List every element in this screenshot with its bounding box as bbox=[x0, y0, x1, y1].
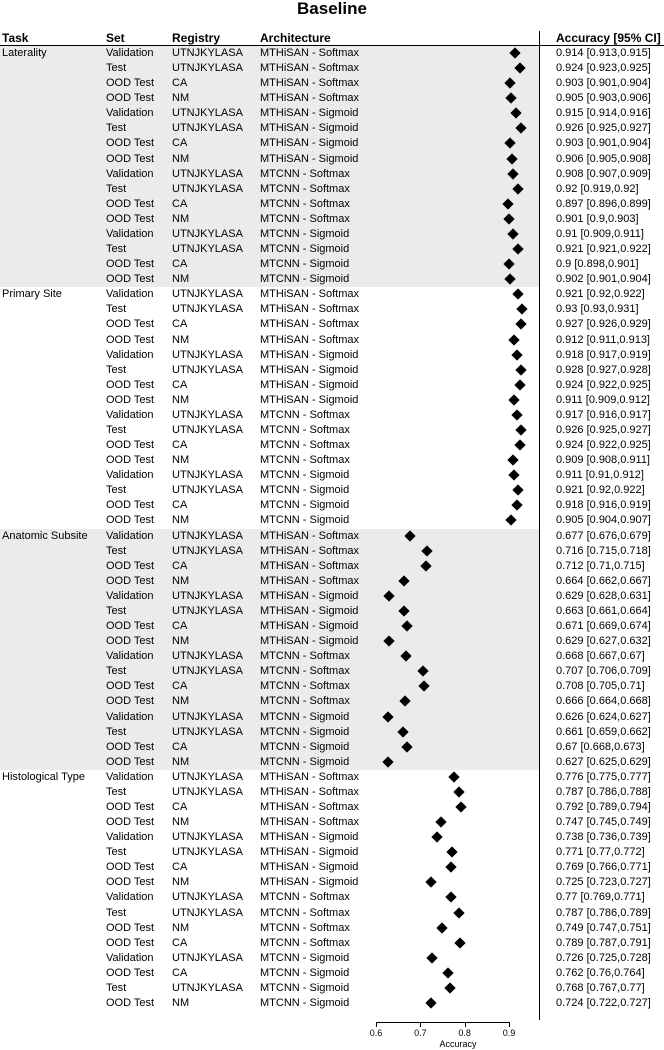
architecture-cell: MTHiSAN - Softmax bbox=[260, 288, 360, 301]
accuracy-ci-cell: 0.921 [0.92,0.922] bbox=[556, 484, 645, 497]
registry-cell: UTNJKYLASA bbox=[172, 348, 243, 361]
registry-cell: NM bbox=[172, 876, 190, 889]
registry-cell: NM bbox=[172, 574, 190, 587]
accuracy-ci-cell: 0.77 [0.769,0.771] bbox=[556, 891, 645, 904]
accuracy-ci-cell: 0.903 [0.901,0.904] bbox=[556, 77, 651, 90]
registry-cell: UTNJKYLASA bbox=[172, 831, 243, 844]
registry-cell: UTNJKYLASA bbox=[172, 47, 243, 59]
architecture-cell: MTCNN - Softmax bbox=[260, 921, 350, 934]
architecture-cell: MTCNN - Sigmoid bbox=[260, 997, 350, 1010]
architecture-cell: MTHiSAN - Sigmoid bbox=[260, 378, 359, 391]
accuracy-ci-cell: 0.9 [0.898,0.901] bbox=[556, 258, 639, 271]
x-axis-label: Accuracy bbox=[439, 1039, 477, 1049]
set-cell: Validation bbox=[106, 227, 154, 240]
registry-cell: UTNJKYLASA bbox=[172, 604, 243, 617]
registry-cell: CA bbox=[172, 499, 188, 512]
accuracy-ci-cell: 0.726 [0.725,0.728] bbox=[556, 951, 651, 964]
architecture-cell: MTHiSAN - Softmax bbox=[260, 529, 360, 542]
accuracy-ci-cell: 0.93 [0.93,0.931] bbox=[556, 303, 639, 316]
registry-cell: UTNJKYLASA bbox=[172, 846, 243, 859]
registry-cell: UTNJKYLASA bbox=[172, 303, 243, 316]
accuracy-ci-cell: 0.908 [0.907,0.909] bbox=[556, 167, 651, 180]
accuracy-ci-cell: 0.716 [0.715,0.718] bbox=[556, 544, 651, 557]
accuracy-ci-cell: 0.661 [0.659,0.662] bbox=[556, 725, 651, 738]
accuracy-ci-cell: 0.768 [0.767,0.77] bbox=[556, 981, 645, 994]
accuracy-ci-cell: 0.921 [0.921,0.922] bbox=[556, 243, 651, 256]
x-tick bbox=[509, 1022, 510, 1027]
architecture-cell: MTCNN - Softmax bbox=[260, 665, 350, 678]
architecture-cell: MTCNN - Softmax bbox=[260, 212, 350, 225]
set-cell: OOD Test bbox=[106, 273, 155, 286]
registry-cell: CA bbox=[172, 680, 188, 693]
registry-cell: NM bbox=[172, 393, 190, 406]
accuracy-ci-cell: 0.924 [0.923,0.925] bbox=[556, 62, 651, 75]
architecture-cell: MTHiSAN - Sigmoid bbox=[260, 589, 359, 602]
architecture-cell: MTHiSAN - Sigmoid bbox=[260, 393, 359, 406]
architecture-cell: MTHiSAN - Sigmoid bbox=[260, 137, 359, 150]
task-label: Laterality bbox=[2, 47, 47, 59]
architecture-cell: MTHiSAN - Softmax bbox=[260, 770, 360, 783]
registry-cell: NM bbox=[172, 212, 190, 225]
header-registry: Registry bbox=[172, 31, 221, 45]
architecture-cell: MTHiSAN - Sigmoid bbox=[260, 620, 359, 633]
registry-cell: CA bbox=[172, 861, 188, 874]
architecture-cell: MTHiSAN - Sigmoid bbox=[260, 635, 359, 648]
header-set: Set bbox=[106, 31, 125, 45]
x-tick bbox=[376, 1022, 377, 1027]
registry-cell: UTNJKYLASA bbox=[172, 725, 243, 738]
registry-cell: CA bbox=[172, 801, 188, 813]
set-cell: Validation bbox=[106, 831, 154, 844]
architecture-cell: MTHiSAN - Sigmoid bbox=[260, 861, 359, 874]
registry-cell: UTNJKYLASA bbox=[172, 182, 243, 195]
x-tick-label: 0.9 bbox=[502, 1028, 516, 1038]
architecture-cell: MTCNN - Softmax bbox=[260, 454, 350, 467]
registry-cell: CA bbox=[172, 620, 188, 633]
registry-cell: UTNJKYLASA bbox=[172, 650, 243, 663]
set-cell: Validation bbox=[106, 469, 154, 482]
accuracy-ci-cell: 0.905 [0.903,0.906] bbox=[556, 92, 651, 105]
accuracy-ci-cell: 0.724 [0.722,0.727] bbox=[556, 997, 651, 1010]
set-cell: Validation bbox=[106, 529, 154, 542]
header-accuracy: Accuracy [95% CI] bbox=[556, 31, 661, 45]
set-cell: OOD Test bbox=[106, 77, 155, 90]
accuracy-ci-cell: 0.905 [0.904,0.907] bbox=[556, 514, 651, 527]
accuracy-ci-cell: 0.921 [0.92,0.922] bbox=[556, 288, 645, 301]
accuracy-ci-cell: 0.708 [0.705,0.71] bbox=[556, 680, 645, 693]
set-cell: Validation bbox=[106, 891, 154, 904]
architecture-cell: MTHiSAN - Softmax bbox=[260, 544, 360, 557]
registry-cell: NM bbox=[172, 92, 190, 105]
set-cell: OOD Test bbox=[106, 393, 155, 406]
registry-cell: UTNJKYLASA bbox=[172, 589, 243, 602]
set-cell: Test bbox=[106, 122, 127, 135]
accuracy-ci-cell: 0.924 [0.922,0.925] bbox=[556, 439, 651, 452]
accuracy-ci-cell: 0.926 [0.925,0.927] bbox=[556, 122, 651, 135]
registry-cell: NM bbox=[172, 273, 190, 286]
accuracy-ci-cell: 0.747 [0.745,0.749] bbox=[556, 816, 651, 829]
set-cell: Test bbox=[106, 182, 127, 195]
accuracy-ci-cell: 0.792 [0.789,0.794] bbox=[556, 801, 651, 813]
accuracy-ci-cell: 0.911 [0.91,0.912] bbox=[556, 469, 644, 482]
accuracy-ci-cell: 0.902 [0.901,0.904] bbox=[556, 273, 651, 286]
registry-cell: UTNJKYLASA bbox=[172, 107, 243, 120]
architecture-cell: MTCNN - Sigmoid bbox=[260, 227, 350, 240]
accuracy-ci-cell: 0.906 [0.905,0.908] bbox=[556, 152, 651, 165]
accuracy-ci-cell: 0.664 [0.662,0.667] bbox=[556, 574, 651, 587]
accuracy-ci-cell: 0.749 [0.747,0.751] bbox=[556, 921, 651, 934]
set-cell: Validation bbox=[106, 167, 154, 180]
accuracy-ci-cell: 0.712 [0.71,0.715] bbox=[556, 559, 645, 572]
architecture-cell: MTHiSAN - Sigmoid bbox=[260, 363, 359, 376]
set-cell: Test bbox=[106, 665, 127, 678]
task-label: Primary Site bbox=[2, 288, 62, 301]
header-architecture: Architecture bbox=[260, 31, 331, 45]
registry-cell: UTNJKYLASA bbox=[172, 906, 243, 919]
set-cell: OOD Test bbox=[106, 318, 155, 331]
accuracy-ci-cell: 0.707 [0.706,0.709] bbox=[556, 665, 651, 678]
task-label: Anatomic Subsite bbox=[2, 529, 88, 542]
architecture-cell: MTCNN - Sigmoid bbox=[260, 499, 350, 512]
architecture-cell: MTCNN - Sigmoid bbox=[260, 951, 350, 964]
accuracy-ci-cell: 0.897 [0.896,0.899] bbox=[556, 197, 651, 210]
accuracy-ci-cell: 0.91 [0.909,0.911] bbox=[556, 227, 644, 240]
registry-cell: CA bbox=[172, 197, 188, 210]
registry-cell: UTNJKYLASA bbox=[172, 424, 243, 436]
architecture-cell: MTCNN - Softmax bbox=[260, 408, 350, 421]
registry-cell: CA bbox=[172, 966, 188, 979]
accuracy-ci-cell: 0.771 [0.77,0.772] bbox=[556, 846, 645, 859]
registry-cell: UTNJKYLASA bbox=[172, 981, 243, 994]
architecture-cell: MTCNN - Softmax bbox=[260, 650, 350, 663]
registry-cell: CA bbox=[172, 559, 188, 572]
registry-cell: UTNJKYLASA bbox=[172, 243, 243, 256]
set-cell: Validation bbox=[106, 710, 154, 723]
accuracy-ci-cell: 0.67 [0.668,0.673] bbox=[556, 740, 645, 753]
architecture-cell: MTCNN - Sigmoid bbox=[260, 755, 350, 768]
architecture-cell: MTCNN - Softmax bbox=[260, 182, 350, 195]
registry-cell: CA bbox=[172, 936, 188, 949]
architecture-cell: MTHiSAN - Softmax bbox=[260, 333, 360, 346]
registry-cell: UTNJKYLASA bbox=[172, 665, 243, 678]
x-tick-label: 0.8 bbox=[458, 1028, 471, 1038]
registry-cell: CA bbox=[172, 740, 188, 753]
architecture-cell: MTHiSAN - Softmax bbox=[260, 303, 360, 316]
architecture-cell: MTCNN - Softmax bbox=[260, 439, 350, 452]
set-cell: OOD Test bbox=[106, 378, 155, 391]
registry-cell: CA bbox=[172, 77, 188, 90]
registry-cell: UTNJKYLASA bbox=[172, 891, 243, 904]
set-cell: OOD Test bbox=[106, 816, 155, 829]
registry-cell: NM bbox=[172, 333, 190, 346]
set-cell: Test bbox=[106, 303, 127, 316]
set-cell: OOD Test bbox=[106, 439, 155, 452]
registry-cell: UTNJKYLASA bbox=[172, 529, 243, 542]
architecture-cell: MTCNN - Sigmoid bbox=[260, 740, 350, 753]
accuracy-ci-cell: 0.769 [0.766,0.771] bbox=[556, 861, 651, 874]
accuracy-ci-cell: 0.926 [0.925,0.927] bbox=[556, 424, 651, 436]
registry-cell: CA bbox=[172, 439, 188, 452]
registry-cell: UTNJKYLASA bbox=[172, 227, 243, 240]
architecture-cell: MTCNN - Softmax bbox=[260, 906, 350, 919]
set-cell: OOD Test bbox=[106, 212, 155, 225]
accuracy-ci-cell: 0.666 [0.664,0.668] bbox=[556, 695, 651, 708]
accuracy-ci-cell: 0.725 [0.723,0.727] bbox=[556, 876, 651, 889]
accuracy-ci-cell: 0.626 [0.624,0.627] bbox=[556, 710, 651, 723]
registry-cell: CA bbox=[172, 137, 188, 150]
x-tick-label: 0.6 bbox=[369, 1028, 383, 1038]
registry-cell: NM bbox=[172, 921, 190, 934]
registry-cell: UTNJKYLASA bbox=[172, 951, 243, 964]
accuracy-ci-cell: 0.911 [0.909,0.912] bbox=[556, 393, 650, 406]
set-cell: Validation bbox=[106, 650, 154, 663]
architecture-cell: MTCNN - Sigmoid bbox=[260, 484, 350, 497]
x-axis-line bbox=[376, 1022, 510, 1023]
accuracy-ci-cell: 0.927 [0.926,0.929] bbox=[556, 318, 651, 331]
set-cell: OOD Test bbox=[106, 635, 155, 648]
registry-cell: UTNJKYLASA bbox=[172, 167, 243, 180]
architecture-cell: MTCNN - Sigmoid bbox=[260, 469, 350, 482]
accuracy-ci-cell: 0.629 [0.628,0.631] bbox=[556, 589, 651, 602]
architecture-cell: MTCNN - Sigmoid bbox=[260, 725, 350, 738]
architecture-cell: MTHiSAN - Sigmoid bbox=[260, 604, 359, 617]
architecture-cell: MTHiSAN - Softmax bbox=[260, 785, 360, 798]
set-cell: OOD Test bbox=[106, 574, 155, 587]
architecture-cell: MTHiSAN - Sigmoid bbox=[260, 107, 359, 120]
set-cell: Test bbox=[106, 604, 127, 617]
architecture-cell: MTCNN - Softmax bbox=[260, 936, 350, 949]
architecture-cell: MTHiSAN - Sigmoid bbox=[260, 831, 359, 844]
set-cell: OOD Test bbox=[106, 921, 155, 934]
accuracy-ci-cell: 0.912 [0.911,0.913] bbox=[556, 333, 650, 346]
set-cell: OOD Test bbox=[106, 755, 155, 768]
set-cell: Test bbox=[106, 424, 127, 436]
set-cell: OOD Test bbox=[106, 258, 155, 271]
accuracy-ci-cell: 0.92 [0.919,0.92] bbox=[556, 182, 639, 195]
accuracy-ci-cell: 0.909 [0.908,0.911] bbox=[556, 454, 650, 467]
accuracy-ci-cell: 0.762 [0.76,0.764] bbox=[556, 966, 645, 979]
accuracy-ci-cell: 0.914 [0.913,0.915] bbox=[556, 47, 651, 59]
architecture-cell: MTHiSAN - Softmax bbox=[260, 816, 360, 829]
set-cell: OOD Test bbox=[106, 620, 155, 633]
architecture-cell: MTHiSAN - Softmax bbox=[260, 801, 360, 813]
registry-cell: NM bbox=[172, 152, 190, 165]
architecture-cell: MTCNN - Softmax bbox=[260, 197, 350, 210]
architecture-cell: MTHiSAN - Softmax bbox=[260, 62, 360, 75]
accuracy-ci-cell: 0.738 [0.736,0.739] bbox=[556, 831, 651, 844]
set-cell: Test bbox=[106, 981, 127, 994]
set-cell: OOD Test bbox=[106, 333, 155, 346]
accuracy-ci-cell: 0.787 [0.786,0.788] bbox=[556, 785, 651, 798]
set-cell: Test bbox=[106, 785, 127, 798]
set-cell: Test bbox=[106, 62, 127, 75]
registry-cell: CA bbox=[172, 318, 188, 331]
registry-cell: UTNJKYLASA bbox=[172, 770, 243, 783]
registry-cell: UTNJKYLASA bbox=[172, 469, 243, 482]
set-cell: OOD Test bbox=[106, 861, 155, 874]
architecture-cell: MTHiSAN - Sigmoid bbox=[260, 152, 359, 165]
accuracy-ci-cell: 0.787 [0.786,0.789] bbox=[556, 906, 651, 919]
set-cell: OOD Test bbox=[106, 695, 155, 708]
architecture-cell: MTCNN - Sigmoid bbox=[260, 514, 350, 527]
architecture-cell: MTCNN - Softmax bbox=[260, 695, 350, 708]
set-cell: Test bbox=[106, 544, 127, 557]
registry-cell: UTNJKYLASA bbox=[172, 408, 243, 421]
registry-cell: CA bbox=[172, 378, 188, 391]
architecture-cell: MTHiSAN - Softmax bbox=[260, 92, 360, 105]
set-cell: OOD Test bbox=[106, 559, 155, 572]
header-task: Task bbox=[2, 31, 29, 45]
x-tick bbox=[465, 1022, 466, 1027]
architecture-cell: MTHiSAN - Sigmoid bbox=[260, 876, 359, 889]
task-label: Histological Type bbox=[2, 770, 85, 783]
registry-cell: NM bbox=[172, 755, 190, 768]
architecture-cell: MTCNN - Softmax bbox=[260, 167, 350, 180]
accuracy-ci-cell: 0.901 [0.9,0.903] bbox=[556, 212, 639, 225]
set-cell: Validation bbox=[106, 348, 154, 361]
architecture-cell: MTHiSAN - Sigmoid bbox=[260, 348, 359, 361]
set-cell: OOD Test bbox=[106, 137, 155, 150]
x-tick-label: 0.7 bbox=[414, 1028, 427, 1038]
set-cell: OOD Test bbox=[106, 997, 155, 1010]
architecture-cell: MTCNN - Sigmoid bbox=[260, 981, 350, 994]
architecture-cell: MTCNN - Sigmoid bbox=[260, 258, 350, 271]
architecture-cell: MTCNN - Sigmoid bbox=[260, 710, 350, 723]
accuracy-ci-cell: 0.917 [0.916,0.917] bbox=[556, 408, 651, 421]
architecture-cell: MTCNN - Softmax bbox=[260, 891, 350, 904]
registry-cell: UTNJKYLASA bbox=[172, 363, 243, 376]
architecture-cell: MTHiSAN - Softmax bbox=[260, 574, 360, 587]
set-cell: Validation bbox=[106, 107, 154, 120]
registry-cell: NM bbox=[172, 816, 190, 829]
architecture-cell: MTHiSAN - Sigmoid bbox=[260, 846, 359, 859]
architecture-cell: MTCNN - Sigmoid bbox=[260, 273, 350, 286]
accuracy-ci-cell: 0.776 [0.775,0.777] bbox=[556, 770, 651, 783]
set-cell: OOD Test bbox=[106, 454, 155, 467]
set-cell: OOD Test bbox=[106, 801, 155, 813]
accuracy-ci-cell: 0.668 [0.667,0.67] bbox=[556, 650, 645, 663]
set-cell: Validation bbox=[106, 408, 154, 421]
set-cell: Test bbox=[106, 906, 127, 919]
registry-cell: UTNJKYLASA bbox=[172, 62, 243, 75]
accuracy-ci-cell: 0.663 [0.661,0.664] bbox=[556, 604, 651, 617]
set-cell: Validation bbox=[106, 589, 154, 602]
registry-cell: UTNJKYLASA bbox=[172, 785, 243, 798]
accuracy-ci-cell: 0.928 [0.927,0.928] bbox=[556, 363, 651, 376]
registry-cell: UTNJKYLASA bbox=[172, 288, 243, 301]
architecture-cell: MTCNN - Softmax bbox=[260, 424, 350, 436]
set-cell: Test bbox=[106, 725, 127, 738]
set-cell: OOD Test bbox=[106, 514, 155, 527]
set-cell: OOD Test bbox=[106, 966, 155, 979]
chart-title: Baseline bbox=[297, 0, 367, 18]
accuracy-ci-cell: 0.915 [0.914,0.916] bbox=[556, 107, 651, 120]
registry-cell: UTNJKYLASA bbox=[172, 122, 243, 135]
architecture-cell: MTHiSAN - Sigmoid bbox=[260, 122, 359, 135]
registry-cell: CA bbox=[172, 258, 188, 271]
set-cell: OOD Test bbox=[106, 499, 155, 512]
set-cell: OOD Test bbox=[106, 152, 155, 165]
architecture-cell: MTHiSAN - Softmax bbox=[260, 318, 360, 331]
set-cell: Validation bbox=[106, 951, 154, 964]
registry-cell: NM bbox=[172, 454, 190, 467]
architecture-cell: MTHiSAN - Softmax bbox=[260, 77, 360, 90]
registry-cell: UTNJKYLASA bbox=[172, 710, 243, 723]
architecture-cell: MTHiSAN - Softmax bbox=[260, 559, 360, 572]
architecture-cell: MTCNN - Sigmoid bbox=[260, 966, 350, 979]
registry-cell: UTNJKYLASA bbox=[172, 544, 243, 557]
accuracy-ci-cell: 0.671 [0.669,0.674] bbox=[556, 620, 651, 633]
set-cell: Test bbox=[106, 243, 127, 256]
accuracy-ci-cell: 0.677 [0.676,0.679] bbox=[556, 529, 651, 542]
registry-cell: NM bbox=[172, 695, 190, 708]
accuracy-ci-cell: 0.627 [0.625,0.629] bbox=[556, 755, 651, 768]
accuracy-ci-cell: 0.918 [0.916,0.919] bbox=[556, 499, 651, 512]
registry-cell: NM bbox=[172, 635, 190, 648]
registry-cell: NM bbox=[172, 997, 190, 1010]
set-cell: Test bbox=[106, 484, 127, 497]
set-cell: Test bbox=[106, 363, 127, 376]
architecture-cell: MTHiSAN - Softmax bbox=[260, 47, 360, 59]
x-tick bbox=[420, 1022, 421, 1027]
registry-cell: NM bbox=[172, 514, 190, 527]
architecture-cell: MTCNN - Softmax bbox=[260, 680, 350, 693]
accuracy-ci-cell: 0.903 [0.901,0.904] bbox=[556, 137, 651, 150]
set-cell: OOD Test bbox=[106, 92, 155, 105]
accuracy-ci-cell: 0.918 [0.917,0.919] bbox=[556, 348, 651, 361]
set-cell: Validation bbox=[106, 47, 154, 59]
set-cell: OOD Test bbox=[106, 680, 155, 693]
set-cell: Validation bbox=[106, 770, 154, 783]
set-cell: OOD Test bbox=[106, 936, 155, 949]
architecture-cell: MTCNN - Sigmoid bbox=[260, 243, 350, 256]
set-cell: OOD Test bbox=[106, 876, 155, 889]
accuracy-ci-cell: 0.789 [0.787,0.791] bbox=[556, 936, 651, 949]
set-cell: Test bbox=[106, 846, 127, 859]
registry-cell: UTNJKYLASA bbox=[172, 484, 243, 497]
accuracy-ci-cell: 0.924 [0.922,0.925] bbox=[556, 378, 651, 391]
set-cell: OOD Test bbox=[106, 197, 155, 210]
accuracy-ci-cell: 0.629 [0.627,0.632] bbox=[556, 635, 651, 648]
set-cell: Validation bbox=[106, 288, 154, 301]
set-cell: OOD Test bbox=[106, 740, 155, 753]
